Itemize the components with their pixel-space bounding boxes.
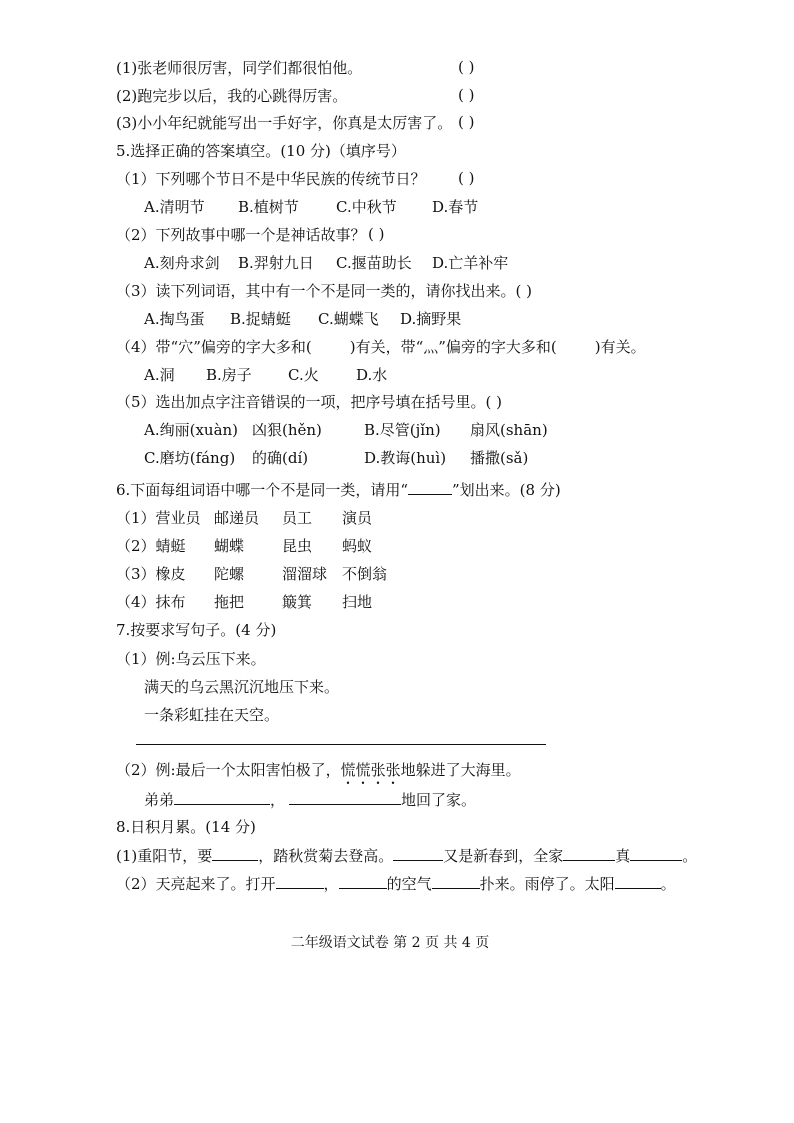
q6-row3-word1[interactable]: （3）橡皮 bbox=[116, 565, 186, 583]
q8-l1-blank-4[interactable] bbox=[630, 845, 682, 861]
q5-sub2-option-a[interactable]: A.刻舟求剑 bbox=[144, 254, 220, 272]
q5-sub3-text: （3）读下列词语，其中有一个不是同一类的，请你找出来。( ) bbox=[116, 282, 533, 300]
q5-sub4-option-b[interactable]: B.房子 bbox=[206, 366, 252, 384]
q4-item-2: (2)跑完步以后，我的心跳得厉害。 bbox=[116, 87, 348, 105]
q6-row1-word2[interactable]: 邮递员 bbox=[214, 509, 260, 527]
q8-l1-blank-2[interactable] bbox=[393, 845, 443, 861]
q5-sub1-option-b[interactable]: B.植树节 bbox=[238, 198, 299, 216]
q6-row4-word2[interactable]: 拖把 bbox=[214, 593, 245, 611]
q5-sub5-option-c-word2: 的确(dí) bbox=[252, 449, 309, 467]
q5-sub1-option-a[interactable]: A.清明节 bbox=[144, 198, 205, 216]
q8-l2-blank-2[interactable] bbox=[339, 873, 387, 889]
q4-item-1-answer-paren[interactable]: ( ) bbox=[458, 58, 475, 76]
q7-example1-expanded: 满天的乌云黑沉沉地压下来。 bbox=[144, 678, 340, 696]
q8-l2-blank-3[interactable] bbox=[432, 873, 480, 889]
q8-l2-blank-1[interactable] bbox=[276, 873, 324, 889]
q5-sub3-option-d[interactable]: D.摘野果 bbox=[400, 310, 462, 328]
q5-sub1-text: （1）下列哪个节日不是中华民族的传统节日？ bbox=[116, 170, 426, 188]
q7-exercise2-blank-1[interactable] bbox=[174, 789, 270, 805]
q5-sub4-option-c[interactable]: C.火 bbox=[288, 366, 319, 384]
q6-row3-word3[interactable]: 溜溜球 bbox=[282, 565, 328, 583]
q4-item-2-answer-paren[interactable]: ( ) bbox=[458, 86, 475, 104]
q5-sub3-option-b[interactable]: B.捉蜻蜓 bbox=[230, 310, 291, 328]
q6-row2-word1[interactable]: （2）蜻蜓 bbox=[116, 537, 186, 555]
q4-item-3-answer-paren[interactable]: ( ) bbox=[458, 113, 475, 131]
q5-sub4-text: （4）带“穴”偏旁的字大多和( )有关，带“灬”偏旁的字大多和( )有关。 bbox=[116, 338, 646, 356]
q8-title: 8.日积月累。(14 分) bbox=[116, 818, 256, 836]
q6-row2-word4[interactable]: 蚂蚁 bbox=[342, 537, 373, 555]
q5-sub2-option-b[interactable]: B.羿射九日 bbox=[238, 254, 314, 272]
q5-sub5-option-a[interactable]: A.绚丽(xuàn) bbox=[144, 421, 239, 439]
q6-underline-sample bbox=[408, 479, 452, 495]
q8-line-1: (1)重阳节，要 ，踏秋赏菊去登高。 又是新春到，全家 真 。 bbox=[116, 847, 698, 865]
q6-title: 6.下面每组词语中哪一个不是同一类，请用“ ”划出来。(8 分) bbox=[116, 481, 561, 499]
q8-l1-blank-1[interactable] bbox=[212, 845, 258, 861]
q7-exercise1-sentence: 一条彩虹挂在天空。 bbox=[144, 706, 280, 724]
q8-line-2: （2）天亮起来了。打开 ， 的空气 扑来。雨停了。太阳 。 bbox=[116, 875, 676, 893]
q7-exercise2-fill: 弟弟 ， 地回了家。 bbox=[144, 791, 477, 809]
q5-sub5-option-d[interactable]: D.教诲(huì) bbox=[364, 449, 447, 467]
q6-row3-word2[interactable]: 陀螺 bbox=[214, 565, 245, 583]
q4-item-3: (3)小小年纪就能写出一手好字，你真是太厉害了。 bbox=[116, 114, 453, 132]
q8-l1-blank-3[interactable] bbox=[563, 845, 615, 861]
q7-title: 7.按要求写句子。(4 分) bbox=[116, 621, 277, 639]
q6-row4-word4[interactable]: 扫地 bbox=[342, 593, 373, 611]
page-footer: 二年级语文试卷 第 2 页 共 4 页 bbox=[290, 935, 490, 951]
q5-sub5-option-a-word2: 凶狠(hěn) bbox=[252, 421, 322, 439]
q6-row3-word4[interactable]: 不倒翁 bbox=[342, 565, 388, 583]
q5-sub5-option-d-word2: 播撒(sǎ) bbox=[470, 449, 529, 467]
q5-sub4-option-a[interactable]: A.洞 bbox=[144, 366, 175, 384]
q5-sub1-option-d[interactable]: D.春节 bbox=[432, 198, 479, 216]
q5-title: 5.选择正确的答案填空。(10 分)（填序号） bbox=[116, 142, 406, 160]
q6-row4-word1[interactable]: （4）抹布 bbox=[116, 593, 186, 611]
q5-sub5-option-b[interactable]: B.尽管(jǐn) bbox=[364, 421, 441, 439]
q5-sub2-answer-paren[interactable]: ( ) bbox=[368, 225, 385, 243]
q5-sub2-text: （2）下列故事中哪一个是神话故事？ bbox=[116, 226, 366, 244]
q4-item-1: (1)张老师很厉害，同学们都很怕他。 bbox=[116, 59, 363, 77]
q8-l2-blank-4[interactable] bbox=[615, 873, 661, 889]
q6-row4-word3[interactable]: 簸箕 bbox=[282, 593, 313, 611]
q5-sub1-answer-paren[interactable]: ( ) bbox=[458, 169, 475, 187]
q6-row1-word3[interactable]: 员工 bbox=[282, 509, 313, 527]
q5-sub3-option-a[interactable]: A.掏鸟蛋 bbox=[144, 310, 205, 328]
q5-sub3-option-c[interactable]: C.蝴蝶飞 bbox=[318, 310, 379, 328]
q7-answer-line-1[interactable] bbox=[136, 744, 546, 745]
q5-sub5-option-c[interactable]: C.磨坊(fáng) bbox=[144, 449, 236, 467]
q5-sub2-option-c[interactable]: C.揠苗助长 bbox=[336, 254, 412, 272]
q6-row2-word3[interactable]: 昆虫 bbox=[282, 537, 313, 555]
q5-sub5-option-b-word2: 扇风(shān) bbox=[470, 421, 548, 439]
q6-row1-word1[interactable]: （1）营业员 bbox=[116, 509, 201, 527]
q5-sub5-text: （5）选出加点字注音错误的一项，把序号填在括号里。( ) bbox=[116, 393, 503, 411]
q6-row2-word2[interactable]: 蝴蝶 bbox=[214, 537, 245, 555]
q7-example2: （2）例:最后一个太阳害怕极了，慌慌张张地躲进了大海里。 bbox=[116, 761, 521, 779]
q7-example1: （1）例:乌云压下来。 bbox=[116, 650, 266, 668]
q5-sub4-option-d[interactable]: D.水 bbox=[356, 366, 388, 384]
q5-sub2-option-d[interactable]: D.亡羊补牢 bbox=[432, 254, 509, 272]
q5-sub1-option-c[interactable]: C.中秋节 bbox=[336, 198, 397, 216]
q7-exercise2-blank-2[interactable] bbox=[289, 789, 401, 805]
q6-row1-word4[interactable]: 演员 bbox=[342, 509, 373, 527]
